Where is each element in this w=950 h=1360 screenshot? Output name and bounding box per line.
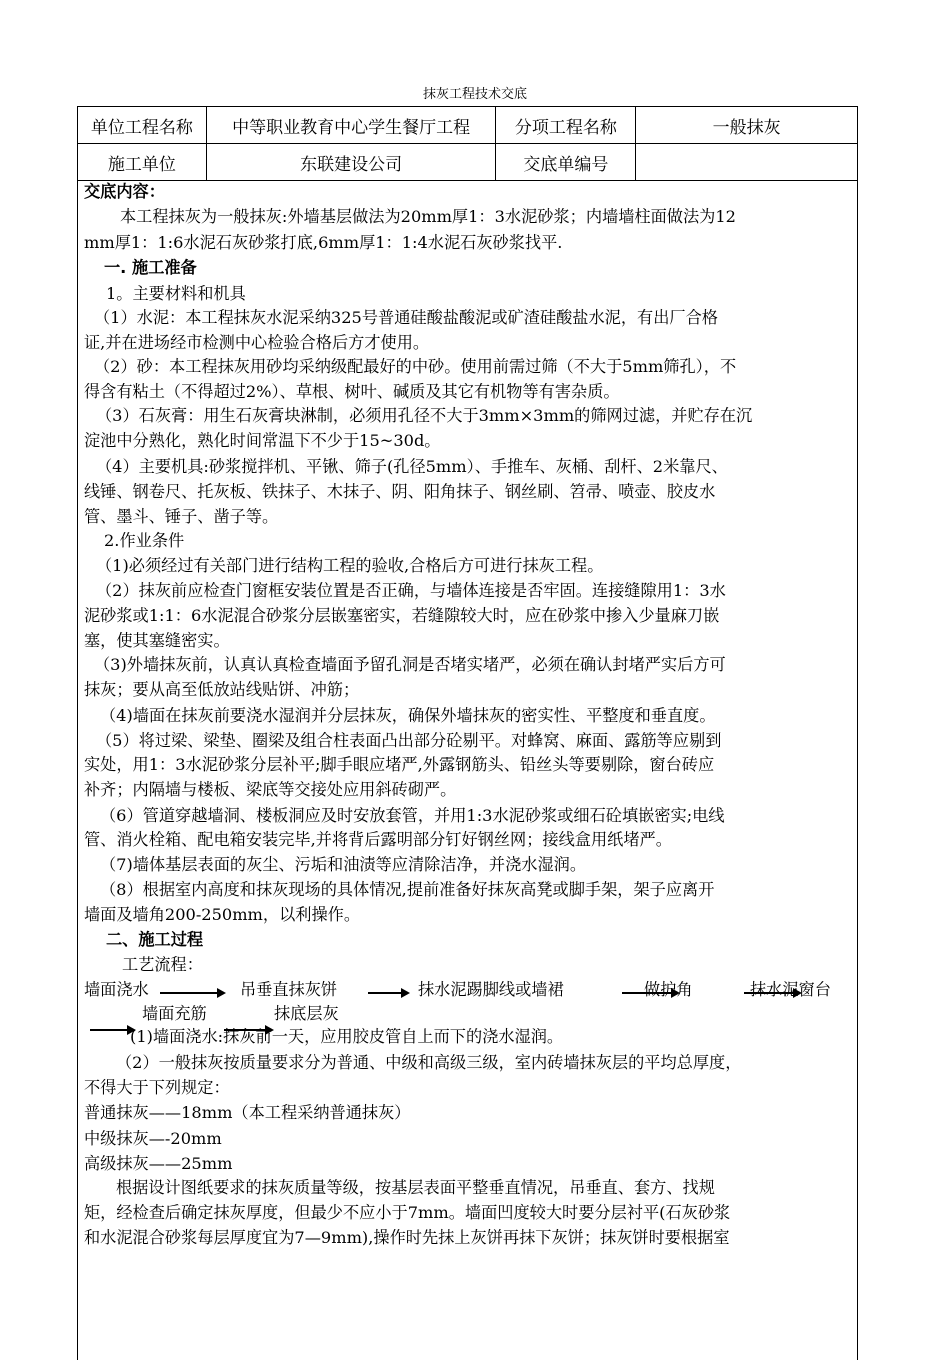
flow-step: 抹底层灰 (274, 1004, 339, 1023)
paragraph-line: 墙面及墙角200-250mm，以利操作。 (84, 905, 361, 924)
paragraph-line: （4)墙面在抹灰前要浇水湿润并分层抹灰，确保外墙抹灰的密实性、平整度和垂直度。 (100, 706, 716, 725)
paragraph-line: 本工程抹灰为一般抹灰:外墙基层做法为20mm厚1：3水泥砂浆；内墙墙柱面做法为12 (120, 207, 736, 226)
paragraph-line: （5）将过梁、梁垫、圈梁及组合柱表面凸出部分砼剔平。对蜂窝、麻面、露筋等应剔到 (96, 731, 722, 750)
paragraph-line: 泥砂浆或1:1：6水泥混合砂浆分层嵌塞密实，若缝隙较大时，应在砂浆中掺入少量麻刀嵌 (84, 606, 720, 625)
header-row (78, 107, 858, 144)
flow-arrow-icon (368, 992, 408, 994)
value-sub-project: 一般抹灰 (636, 107, 858, 144)
paragraph-line: 和水泥混合砂浆每层厚度宜为7—9mm),操作时先抹上灰饼再抹下灰饼；抹灰饼时要根据室 (84, 1228, 730, 1247)
paragraph-line: （2）抹灰前应检查门窗框安装位置是否正确，与墙体连接是否牢固。连接缝隙用1：3水 (96, 581, 726, 600)
paragraph-line: （8）根据室内高度和抹灰现场的具体情况,提前准备好抹灰高凳或脚手架，架子应离开 (100, 880, 715, 899)
paragraph-line: 线锤、钢卷尺、托灰板、铁抹子、木抹子、阴、阳角抹子、钢丝刷、笤帚、喷壶、胶皮水 (84, 482, 716, 501)
flow-step: 墙面浇水 (84, 980, 149, 999)
document-title: 抹灰工程技术交底 (422, 87, 527, 102)
paragraph-line: 普通抹灰——18mm（本工程采纳普通抹灰） (84, 1103, 411, 1122)
flow-arrow-icon (744, 992, 800, 994)
subsection-heading: 1。主要材料和机具 (106, 284, 246, 303)
flow-step: 抹水泥踢脚线或墙裙 (418, 980, 564, 999)
paragraph-line: 塞，使其塞缝密实。 (84, 631, 230, 650)
paragraph-line: （2）一般抹灰按质量要求分为普通、中级和高级三级，室内砖墙抹灰层的平均总厚度， (116, 1053, 742, 1072)
flow-arrow-icon (90, 1029, 134, 1031)
paragraph-line: （3)外墙抹灰前，认真认真检查墙面予留孔洞是否堵实堵严，必须在确认封堵严实后方可 (94, 655, 726, 674)
paragraph-line: (1)墙面浇水:抹灰前一天，应用胶皮管自上而下的浇水湿润。 (130, 1027, 564, 1046)
subsection-heading: 工艺流程： (122, 955, 203, 974)
label-sub-project: 分项工程名称 (496, 107, 636, 144)
paragraph-line: 高级抹灰——25mm (84, 1154, 233, 1173)
label-unit-project: 单位工程名称 (78, 107, 207, 144)
paragraph-line: mm厚1：1:6水泥石灰砂浆打底,6mm厚1：1:4水泥石灰砂浆找平. (84, 233, 563, 252)
paragraph-line: 中级抹灰—-20mm (84, 1129, 222, 1148)
header-row (78, 144, 858, 181)
paragraph-line: 根据设计图纸要求的抹灰质量等级，按基层表面平整垂直情况，吊垂直、套方、找规 (116, 1178, 715, 1197)
paragraph-line: （2）砂：本工程抹灰用砂均采纳级配最好的中砂。使用前需过筛（不大于5mm筛孔），不 (94, 357, 737, 376)
paragraph-line: 实处，用1：3水泥砂浆分层补平;脚手眼应堵严,外露钢筋头、铅丝头等要剔除，窗台砖应 (84, 755, 715, 774)
section-heading: 交底内容： (84, 182, 165, 201)
value-unit-project: 中等职业教育中心学生餐厅工程 (206, 107, 496, 144)
flow-arrow-icon (622, 992, 678, 994)
subsection-heading: 2.作业条件 (104, 531, 185, 550)
paragraph-line: （6）管道穿越墙洞、楼板洞应及时安放套管，并用1:3水泥砂浆或细石砼填嵌密实;电线 (100, 806, 725, 825)
paragraph-line: （3）石灰膏：用生石灰膏块淋制，必须用孔径不大于3mm×3mm的筛网过滤，并贮存在沉 (96, 406, 753, 425)
flow-step: 做护角 (644, 980, 693, 999)
flow-step: 墙面充筋 (142, 1004, 207, 1023)
flow-step: 吊垂直抹灰饼 (240, 980, 338, 999)
paragraph-line: （7)墙体基层表面的灰尘、污垢和油渍等应清除洁净，并浇水湿润。 (100, 855, 587, 874)
flow-arrow-icon (160, 992, 224, 994)
paragraph-line: 矩，经检查后确定抹灰厚度，但最少不应小于7mm。墙面凹度较大时要分层衬平(石灰砂浆 (84, 1203, 731, 1222)
paragraph-line: 抹灰；要从高至低放站线贴饼、冲筋； (84, 680, 360, 699)
section-heading: 二、施工过程 (106, 930, 204, 949)
paragraph-line: 证,并在进场经市检测中心检验合格后方才使用。 (84, 333, 430, 352)
label-contractor: 施工单位 (78, 144, 207, 181)
paragraph-line: （4）主要机具:砂浆搅拌机、平锹、筛子(孔径5mm）、手推车、灰桶、刮杆、2米靠尺、 (96, 457, 728, 476)
header-table (77, 106, 858, 181)
paragraph-line: 补齐；内隔墙与楼板、梁底等交接处应用斜砖砌严。 (84, 780, 457, 799)
section-heading: 一. 施工准备 (104, 258, 197, 277)
paragraph-line: （1)必须经过有关部门进行结构工程的验收,合格后方可进行抹灰工程。 (96, 556, 604, 575)
paragraph-line: （1）水泥：本工程抹灰水泥采纳325号普通硅酸盐酸泥或矿渣硅酸盐水泥，有出厂合格 (94, 308, 718, 327)
paragraph-line: 淀池中分熟化，熟化时间常温下不少于15~30d。 (84, 431, 441, 450)
paragraph-line: 得含有粘土（不得超过2%）、草根、树叶、碱质及其它有机物等有害杂质。 (84, 382, 620, 401)
paragraph-line: 不得大于下列规定： (84, 1078, 230, 1097)
paragraph-line: 管、消火栓箱、配电箱安装完毕,并将背后露明部分钉好钢丝网；接线盒用纸堵严。 (84, 830, 672, 849)
value-doc-number (636, 144, 858, 181)
paragraph-line: 管、墨斗、锤子、凿子等。 (84, 507, 279, 526)
flow-step: 抹水泥窗台 (750, 980, 831, 999)
value-contractor: 东联建设公司 (206, 144, 496, 181)
label-doc-number: 交底单编号 (496, 144, 636, 181)
